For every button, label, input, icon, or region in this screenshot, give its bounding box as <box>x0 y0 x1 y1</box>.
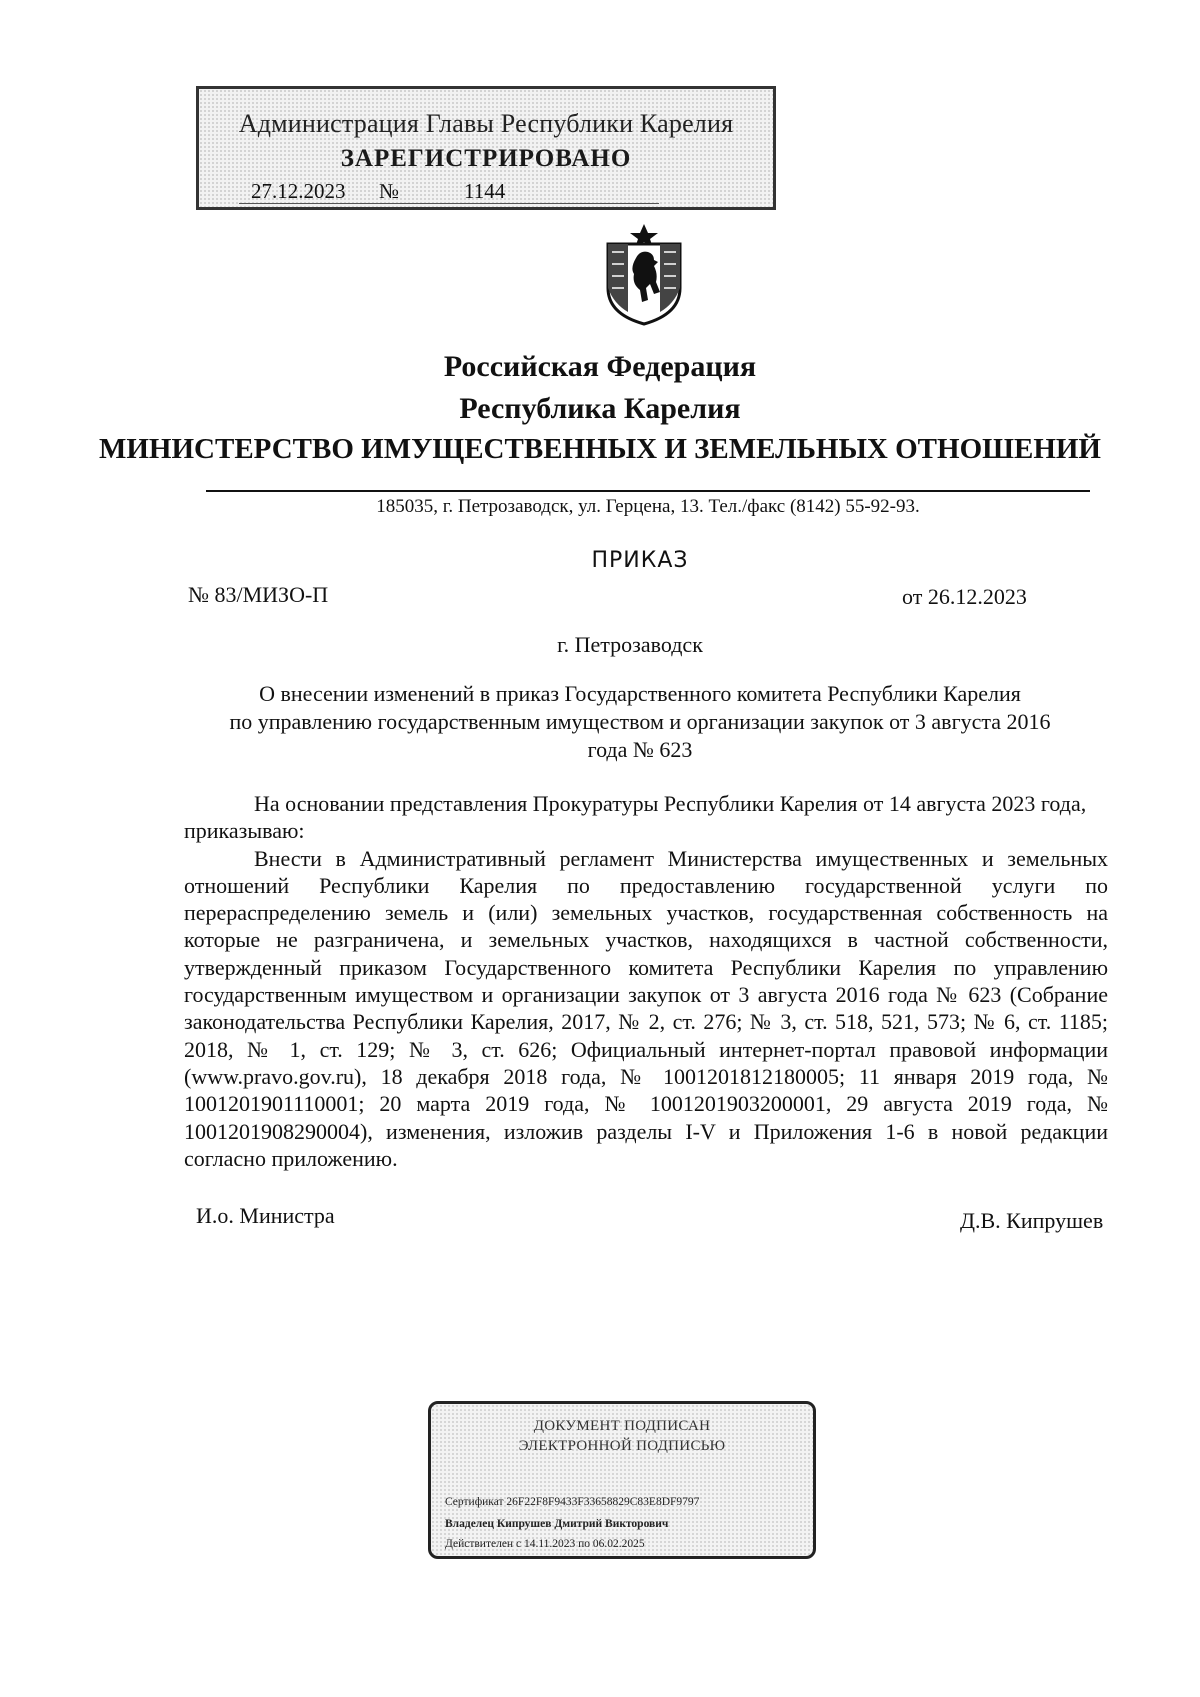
registration-stamp <box>196 86 776 210</box>
esign-certificate: Сертификат 26F22F8F9433F33658829C83E8DF9797 <box>445 1496 700 1508</box>
electronic-signature-stamp <box>428 1401 816 1559</box>
esign-owner: Владелец Кипрушев Дмитрий Викторович <box>445 1518 669 1530</box>
coat-of-arms-icon <box>602 222 686 326</box>
stamp-date-line <box>239 179 659 204</box>
order-title: ПРИКАЗ <box>591 548 689 573</box>
signatory-name: Д.В. Кипрушев <box>960 1208 1104 1233</box>
order-subject <box>190 680 1090 764</box>
esign-title <box>431 1416 813 1456</box>
order-date: от 26.12.2023 <box>902 584 1027 609</box>
signatory-position: И.о. Министра <box>196 1203 335 1228</box>
stamp-organization: Администрация Главы Республики Карелия <box>238 109 734 138</box>
stamp-status: ЗАРЕГИСТРИРОВАНО <box>340 145 632 172</box>
header-divider <box>206 490 1090 492</box>
order-city: г. Петрозаводск <box>557 632 703 657</box>
subject-line: по управлению государственным имуществом и организации закупок от 3 августа 2016 <box>229 709 1051 734</box>
stamp-number: 1144 <box>464 179 506 203</box>
body-paragraph-basis: На основании представления Прокуратуры Республики Карелия от 14 августа 2023 года, приказываю: <box>184 791 1087 844</box>
order-number: № 83/МИЗО-П <box>188 582 329 607</box>
subject-line: года № 623 <box>587 737 693 762</box>
subject-line: О внесении изменений в приказ Государственного комитета Республики Карелия <box>259 681 1021 706</box>
esign-title-line: ДОКУМЕНТ ПОДПИСАН <box>533 1418 711 1434</box>
stamp-number-sign: № <box>379 179 400 203</box>
body-paragraph-order: Внести в Административный регламент Министерства имущественных и земельных отношений Республики Карелия по предоставлению государственной услуги по перераспределению земель и (или) земельных участков, государственная собственность на которые не разграничена, и земельных участков, находящихся в частной собственности, утвержденный приказом Государственного комитета Республики Карелия по управлению государственным имуществом и организации закупок от 3 августа 2016 года № 623 (Собрание законодательства Республики Карелия, 2017, № 2, ст. 276; № 3, ст. 518, 521, 573; № 6, ст. 1185; 2018, № 1, ст. 129; № 3, ст. 626; Официальный интернет-портал правовой информации (www.pravo.gov.ru), 18 декабря 2018 года, № 1001201812180005; 11 января 2019 года, № 1001201901110001; 20 марта 2019 года, № 1001201903200001, 29 августа 2019 года, № 1001201908290004), изменения, изложив разделы I-V и Приложения 1-6 в новой редакции согласно приложению. <box>184 845 1108 1171</box>
header-country: Российская Федерация <box>443 350 757 383</box>
header-ministry: МИНИСТЕРСТВО ИМУЩЕСТВЕННЫХ И ЗЕМЕЛЬНЫХ ОТНОШЕНИЙ <box>98 433 1101 465</box>
ministry-address: 185035, г. Петрозаводск, ул. Герцена, 13. Тел./факс (8142) 55-92-93. <box>376 496 920 517</box>
stamp-date: 27.12.2023 <box>251 179 346 203</box>
header-republic: Республика Карелия <box>459 392 741 425</box>
esign-validity: Действителен с 14.11.2023 по 06.02.2025 <box>445 1538 645 1550</box>
esign-title-line: ЭЛЕКТРОННОЙ ПОДПИСЬЮ <box>518 1438 726 1454</box>
order-body <box>184 790 1108 1172</box>
